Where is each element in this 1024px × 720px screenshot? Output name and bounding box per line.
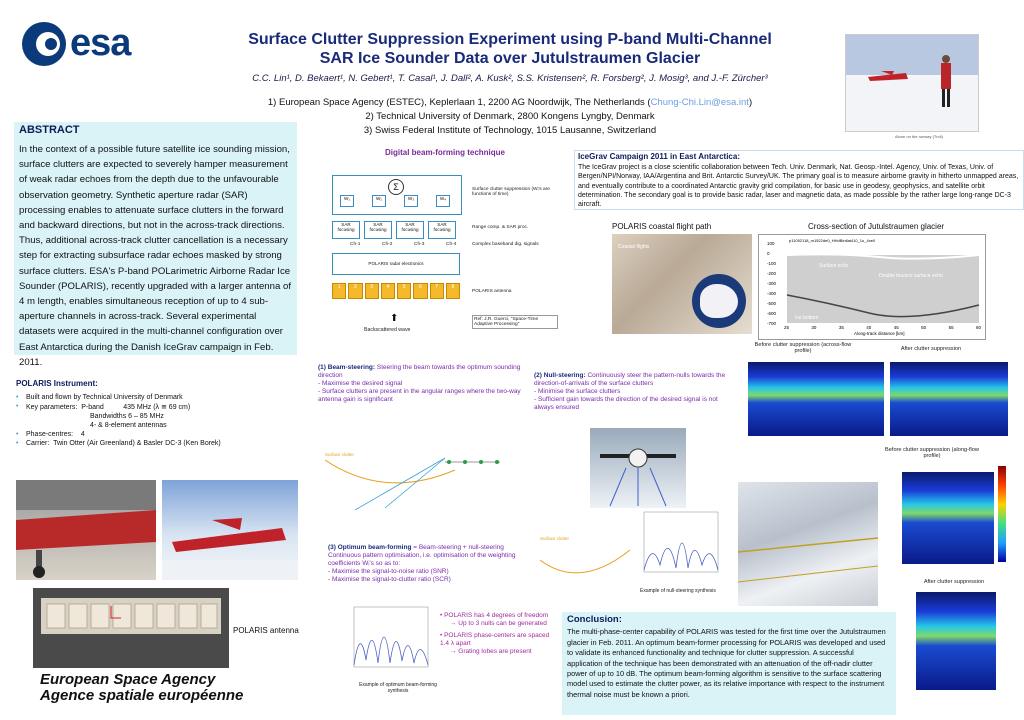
aircraft-snow-photo: [162, 480, 298, 580]
antenna-element: 4: [381, 283, 395, 299]
antenna-photo: [33, 588, 229, 668]
t1-bullet-2: - Surface clutters are present in the angular ranges where the two-way antenna gain is significant: [318, 388, 521, 403]
instrument-item: • Built and flown by Technical University of Denmark: [16, 394, 183, 401]
instrument-item: • Phase-centres: 4: [16, 431, 85, 438]
instrument-item: 4- & 8-element antennas: [90, 422, 167, 429]
after-label-1: After clutter suppression: [900, 346, 962, 352]
flight-path-title: POLARIS coastal flight path: [612, 222, 712, 231]
note-range: Range comp. & SAR proc.: [472, 225, 529, 230]
esa-logo: [20, 20, 160, 70]
cs-xtick: 35: [838, 325, 844, 330]
flight-path-map: [612, 234, 752, 334]
antenna-element: 1: [332, 283, 346, 299]
technique-2: [534, 372, 734, 412]
glacier-map: [738, 482, 878, 606]
sar-focusing-1: SAR focusing: [332, 221, 360, 239]
polaris-note-1b: → Up to 3 nulls can be generated: [450, 620, 547, 627]
t3-bullet-2: - Maximise the signal-to-clutter ratio (SCR): [328, 576, 451, 583]
cs-xtick: 30: [811, 325, 817, 330]
t3-desc: = Beam-steering + null-steering Continuous pattern optimisation, i.e. optimisation of the weighting coefficients Wᵢ's so as to:: [328, 544, 516, 567]
null-steering-chart: [632, 510, 720, 586]
polaris-note-2: • POLARIS phase-centers are spaced 1.4 λ apart: [440, 632, 550, 647]
sar-focusing-3: SAR focusing: [396, 221, 424, 239]
title-line-2: SAR Ice Sounder Data over Jutulstraumen Glacier: [319, 50, 701, 67]
instrument-section: [16, 379, 301, 449]
before-across-label: Before clutter suppression (across-flow profile): [754, 342, 852, 354]
t3-label: (3) Optimum beam-forming: [328, 544, 412, 551]
aircraft-front-scene: [590, 428, 686, 508]
polaris-note-2b: → Grating lobes are present: [450, 648, 532, 655]
backscatter-label: Backscattered wave: [364, 327, 411, 333]
icegrav-heading: IceGrav Campaign 2011 in East Antarctica:: [578, 152, 740, 161]
antenna-scene: [33, 588, 229, 668]
channel-4: Ch-4: [446, 242, 457, 247]
cs-xtick: 25: [784, 325, 790, 330]
null-steering-sketch: [540, 510, 630, 580]
weight-w2: W₂: [372, 195, 386, 207]
antenna-element: 2: [348, 283, 362, 299]
technique-3: [328, 544, 533, 584]
runway-photo: [845, 34, 979, 132]
poster-title: [170, 30, 850, 68]
cs-plot-title: p11052118_m1522de0_HHdBinflat410_1u_4xe0: [789, 238, 876, 243]
footer-line-1: European Space Agency: [40, 671, 216, 688]
instrument-item: • Key parameters: P-band 435 MHz (λ ≅ 69 cm): [16, 403, 191, 411]
cs-ytick: -500: [767, 301, 777, 306]
affiliation-1: 1) European Space Agency (ESTEC), Keplerlaan 1, 2200 AG Noordwijk, The Netherlands (Chung-Chi.Lin@esa.int): [267, 97, 753, 108]
icegrav-text: The IceGrav project is a close scientific collaboration between Tech. Univ. Denmark, Nat. Geosp.-Intel. Agency, Univ. of Texas, Univ. of Bergen/NPI/Norway, IAA/Argentina and Brit. Antarctic Survey/UK. The primary goal is to measure airborne gravity in hitherto unmapped areas, and eventually contribute to a coordinated Antarctic gravity grid compilation, for basic use in geodesy, geophysics, and satellite orbit determination. The secondary goal is to provide basic radar, laser and magnetic data, as made possible by the rather large long-range DC-3 aircraft.: [578, 164, 1019, 209]
weight-w3: W₃: [404, 195, 418, 207]
optimum-caption: Example of optimum beam-forming synthesis: [359, 682, 437, 694]
cs-double-echo: Double bounce surface echo: [879, 273, 943, 279]
null-steering-geometry: [540, 510, 630, 580]
cs-ytick: -100: [767, 261, 777, 266]
cs-ytick: 0: [767, 251, 770, 256]
cross-section-chart: [758, 234, 986, 340]
antenna-element: 6: [413, 283, 427, 299]
optimum-beamforming-chart: [342, 605, 432, 681]
glacier-map-scene: [738, 482, 878, 606]
sum-node: Σ: [388, 179, 404, 195]
channel-3: Ch-3: [414, 242, 425, 247]
cs-surface-echo: Surface echo: [819, 263, 849, 269]
cs-xtick: 50: [921, 325, 927, 330]
email-link[interactable]: Chung-Chi.Lin@esa.int: [650, 97, 749, 108]
conclusion-box: [562, 612, 896, 715]
aircraft-hangar-photo: [16, 480, 156, 580]
footer-esa-name: [40, 672, 243, 704]
affiliation-3: 3) Swiss Federal Institute of Technology, 1015 Lausanne, Switzerland: [363, 125, 657, 136]
t1-bullet-1: - Maximise the desired signal: [318, 380, 403, 387]
cs-xtick: 60: [976, 325, 982, 330]
antarctica-inset: [692, 274, 746, 328]
colorbar: [998, 466, 1006, 562]
radargram-after-across: [890, 362, 1008, 436]
antenna-element: 3: [365, 283, 379, 299]
weight-w1: W₁: [340, 195, 354, 207]
antenna-label: POLARIS antenna: [233, 626, 299, 635]
cs-ytick: -700: [767, 321, 777, 326]
cs-ytick: -300: [767, 281, 777, 286]
title-line-1: Surface Clutter Suppression Experiment using P-band Multi-Channel: [248, 31, 772, 48]
cs-ytick: -400: [767, 291, 777, 296]
dbf-diagram: [330, 165, 570, 345]
note-surface-clutter: Surface clutter suppression (Wᵢ's are functions of time): [472, 187, 550, 197]
aircraft-front-photo: [590, 428, 686, 508]
aircraft-hangar-scene: [16, 480, 156, 580]
radargram-before-along: [902, 472, 994, 564]
conclusion-heading: Conclusion:: [567, 614, 622, 625]
cs-ytick: -600: [767, 311, 777, 316]
antenna-element: 5: [397, 283, 411, 299]
note-complex: Complex baseband dig. signals: [472, 242, 539, 247]
t3-bullet-1: - Maximise the signal-to-noise ratio (SNR): [328, 568, 449, 575]
esa-globe-icon: [20, 20, 68, 68]
after-label-2: After clutter suppression: [923, 579, 985, 585]
affiliation-2: 2) Technical University of Denmark, 2800 Kongens Lyngby, Denmark: [365, 111, 655, 122]
footer-line-2: Agence spatiale européenne: [40, 687, 244, 704]
t2-label: (2) Null-steering:: [534, 372, 586, 379]
instrument-item: • Carrier: Twin Otter (Air Greenland) & Basler DC-3 (Ken Borek): [16, 440, 221, 447]
sar-focusing-4: SAR focusing: [428, 221, 456, 239]
radar-electronics: POLARIS radar electronics: [332, 253, 460, 275]
authors: C.C. Lin¹, D. Bekaert¹, N. Gebert¹, T. Casal¹, J. Dall², A. Kusk², S.S. Kristensen², R. Forsberg², J. Mosig³, and J.-F. Zürcher³: [252, 73, 768, 84]
weight-w4: W₄: [436, 195, 450, 207]
reference-box: Ref: J.R. Guerci, "Space-Time Adaptive Processing": [472, 315, 558, 329]
backscatter-arrow-icon: ⬆: [390, 313, 399, 324]
sar-focusing-2: SAR focusing: [364, 221, 392, 239]
cs-xtick: 55: [948, 325, 954, 330]
cs-xtick: 40: [866, 325, 872, 330]
note-antenna: POLARIS antenna: [472, 289, 512, 294]
null-steering-pattern: [632, 510, 720, 586]
cross-section-title: Cross-section of Jutulstraumen glacier: [808, 222, 945, 231]
radargram-before-across: [748, 362, 884, 436]
cs-xlabel: Along-track distance [km]: [854, 331, 905, 336]
surface-clutter-label-1: Surface clutter: [325, 452, 355, 457]
optimum-beamforming-pattern: [342, 605, 432, 681]
null-steering-caption: Example of null-steering synthesis: [640, 588, 716, 594]
t1-desc: Steering the beam towards the optimum sounding direction: [318, 364, 521, 379]
t2-desc: Continuously steer the pattern-nulls towards the direction-of-arrivals of the surface clutters: [534, 372, 726, 387]
conclusion-text: The multi-phase-center capability of POLARIS was tested for the first time over the Jutulstraumen glacier in Feb. 2011. An optimum beam-former processing for POLARIS was developed and used to validate its enhanced functionality and technique for clutter suppression. A successful application of the technique has been demonstrated with an attenuation of the off-nadir clutter power of up to 10 dB. The optimum beam-forming algorithm is sensitive to the surface scattering model used to estimate the clutter power, as its relative importance with respect to the instrument thermal noise must be known a priori.: [567, 627, 886, 699]
polaris-notes: [440, 612, 560, 656]
antenna-element: 7: [430, 283, 444, 299]
runway-photo-caption: Alone on the runway (Troll): [895, 134, 943, 139]
abstract-heading: ABSTRACT: [19, 124, 80, 136]
radargram-after-along: [916, 592, 996, 690]
antenna-element: 8: [446, 283, 460, 299]
cs-ytick: -200: [767, 271, 777, 276]
abstract-box: [14, 122, 297, 368]
coastal-flights-label: Coastal flights: [618, 244, 650, 250]
cs-xtick: 45: [893, 325, 899, 330]
beam-steering-sketch: [325, 430, 515, 528]
t2-bullet-2: - Sufficient gain towards the direction of the desired signal is not always ensured: [534, 396, 718, 411]
aircraft-snow-scene: [162, 480, 298, 580]
cross-section-plot: [759, 235, 985, 339]
surface-clutter-label-2: Surface clutter: [540, 536, 570, 541]
cs-ice-bottom: Ice bottom: [795, 315, 819, 321]
dbf-title: Digital beam-forming technique: [384, 148, 505, 157]
icegrav-box: [574, 150, 1024, 210]
channel-1: Ch-1: [350, 242, 361, 247]
t2-bullet-1: - Minimise the surface clutters: [534, 388, 621, 395]
instrument-heading: POLARIS Instrument:: [16, 379, 98, 388]
channel-2: Ch-2: [382, 242, 393, 247]
antenna-array: [332, 283, 460, 299]
esa-logo-text: esa: [70, 22, 131, 64]
cs-ytick: 100: [767, 241, 775, 246]
abstract-text: In the context of a possible future satellite ice sounding mission, surface clutters are expected to severely hamper measurement of weak radar echoes from the depth due to the unfavourable observation geometry. Synthetic aperture radar (SAR) processing enables to attenuate surface clutters in the forward and backward directions, but not in the across-track directions. Thus, additional across-track clutter cancellation is a necessary step for extracting subsurface radar echoes masked by strong surface clutters. ESA's P-band POLarimetric Airborne Radar Ice Sounder (POLARIS), recently upgraded with a larger antenna of 4 m length, enables simultaneous reception of up to 4 sub-aperture channels in across-track. Several experimental datasets were acquired in the multi-channel configuration over East Antarctica during the Danish IceGrav campaign in Feb. 2011.: [19, 144, 291, 368]
runway-photo-scene: [846, 35, 978, 131]
instrument-item: Bandwidths 6 – 85 MHz: [90, 413, 164, 420]
beam-steering-geometry: [325, 430, 515, 528]
polaris-note-1: • POLARIS has 4 degrees of freedom: [440, 612, 549, 619]
t1-label: (1) Beam-steering:: [318, 364, 376, 371]
before-along-label: Before clutter suppression (along-flow profile): [885, 447, 979, 459]
technique-1: [318, 364, 528, 404]
